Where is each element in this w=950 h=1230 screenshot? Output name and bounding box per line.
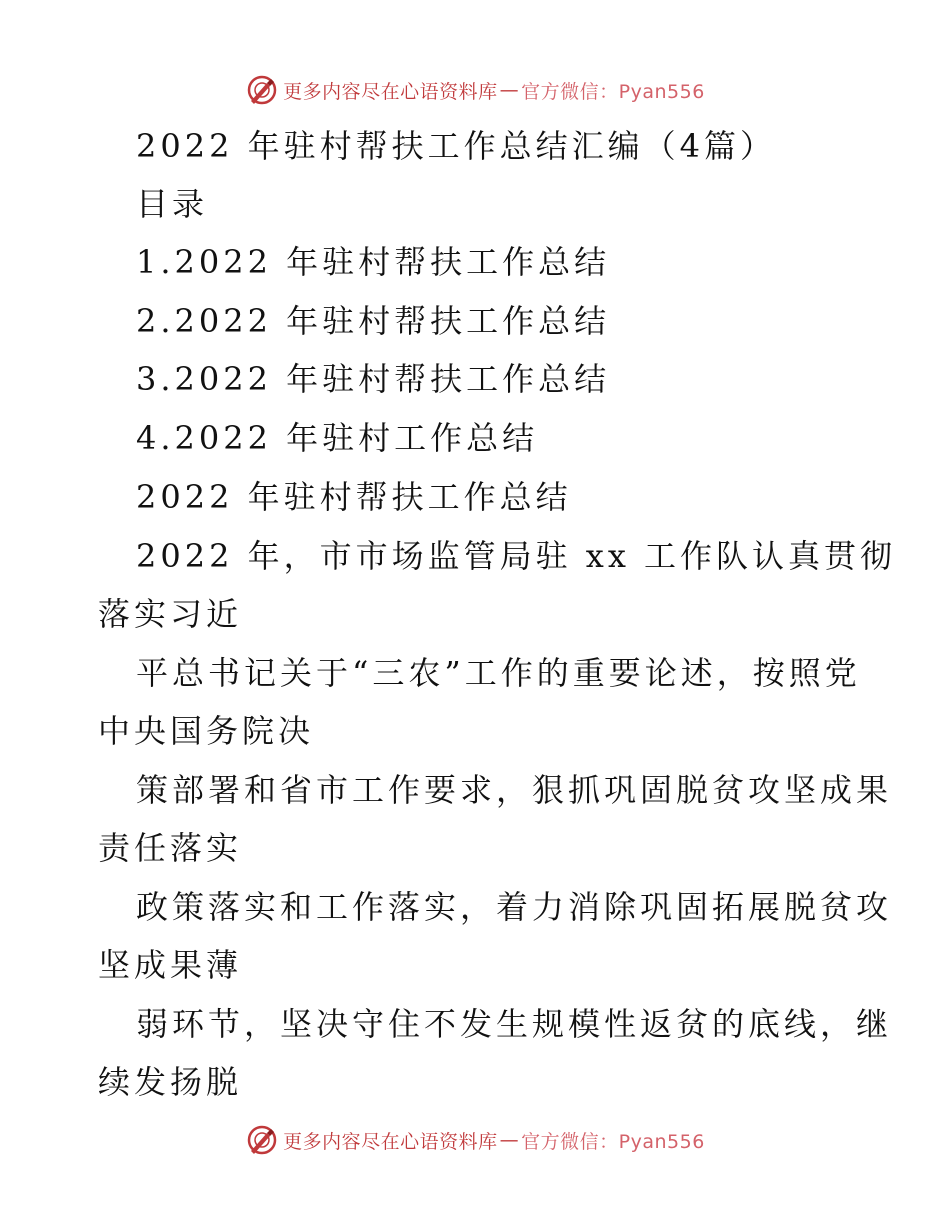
watermark-separator: — [499, 79, 520, 101]
paragraph-line: 坚成果薄 [98, 946, 243, 984]
watermark-main-text: 更多内容尽在心语资料库 [283, 1130, 498, 1153]
toc-heading: 目录 [136, 185, 209, 223]
section-title: 2022 年驻村帮扶工作总结 [136, 478, 572, 516]
watermark-main-text: 更多内容尽在心语资料库 [283, 80, 498, 103]
document-title: 2022 年驻村帮扶工作总结汇编（4篇） [136, 127, 776, 165]
toc-item-2: 2.2022 年驻村帮扶工作总结 [136, 302, 611, 340]
watermark-separator: — [499, 1129, 520, 1151]
paragraph-line: 续发扬脱 [98, 1063, 243, 1101]
header-watermark [0, 72, 950, 108]
toc-item-4: 4.2022 年驻村工作总结 [136, 419, 539, 457]
paragraph-line: 策部署和省市工作要求，狠抓巩固脱贫攻坚成果 [136, 771, 893, 809]
watermark-wechat-text: 官方微信：Pyan556 [521, 80, 705, 103]
footer-watermark [0, 1122, 950, 1158]
paragraph-line: 弱环节，坚决守住不发生规模性返贫的底线，继 [136, 1005, 893, 1043]
paragraph-line: 政策落实和工作落实，着力消除巩固拓展脱贫攻 [136, 888, 893, 926]
toc-item-1: 1.2022 年驻村帮扶工作总结 [136, 243, 611, 281]
paragraph-line: 平总书记关于“三农”工作的重要论述，按照党 [136, 654, 861, 692]
paragraph-line: 2022 年，市市场监管局驻 xx 工作队认真贯彻 [136, 537, 897, 575]
paragraph-line: 落实习近 [98, 595, 243, 633]
toc-item-3: 3.2022 年驻村帮扶工作总结 [136, 360, 611, 398]
pen-logo-icon [245, 1123, 279, 1157]
pen-logo-icon [245, 73, 279, 107]
paragraph-line: 中央国务院决 [98, 712, 315, 750]
watermark-wechat-text: 官方微信：Pyan556 [521, 1130, 705, 1153]
paragraph-line: 责任落实 [98, 829, 243, 867]
